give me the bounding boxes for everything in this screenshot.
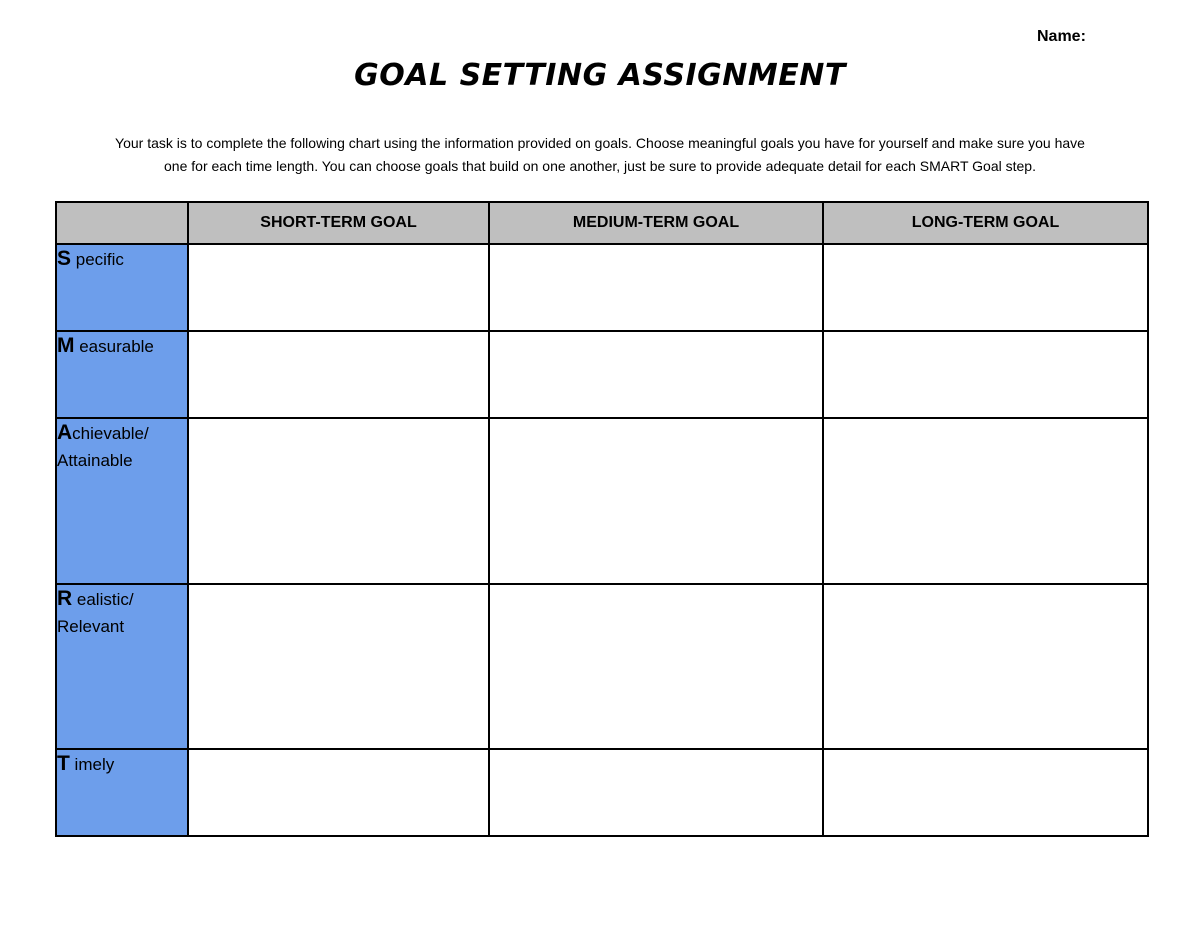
- row-label-specific: [56, 244, 188, 331]
- row-label-realistic: [56, 584, 188, 749]
- row-label-timely: [56, 749, 188, 836]
- row-label-achievable: [56, 418, 188, 583]
- table-row-measurable: [56, 331, 1148, 418]
- row-label-line2: Relevant: [57, 616, 125, 636]
- instructions-line-1: Your task is to complete the following chart using the information provided on goals. Choose meaningful goals you have for yourself and make sure you have: [115, 135, 1085, 151]
- cell-achievable-medium[interactable]: [489, 418, 823, 583]
- name-label: Name:: [1037, 28, 1086, 45]
- row-initial: A: [57, 421, 73, 445]
- instructions: [60, 132, 1140, 178]
- cell-achievable-short[interactable]: [188, 418, 489, 583]
- cell-measurable-medium[interactable]: [489, 331, 823, 418]
- row-initial: M: [57, 334, 75, 358]
- header-corner-cell: [56, 202, 188, 244]
- row-initial: R: [57, 586, 73, 610]
- cell-specific-long[interactable]: [823, 244, 1148, 331]
- row-initial: T: [57, 751, 70, 775]
- cell-timely-short[interactable]: [188, 749, 489, 836]
- row-initial: S: [57, 247, 72, 270]
- row-label-rest: ealistic/: [72, 589, 134, 609]
- cell-realistic-long[interactable]: [823, 584, 1148, 749]
- table-header-row: [56, 202, 1148, 244]
- row-label-rest: easurable: [74, 337, 154, 357]
- row-label-rest: pecific: [71, 250, 124, 269]
- cell-timely-long[interactable]: [823, 749, 1148, 836]
- table-row-realistic: [56, 584, 1148, 749]
- row-label-rest: chievable/: [72, 424, 149, 444]
- cell-realistic-medium[interactable]: [489, 584, 823, 749]
- cell-measurable-long[interactable]: [823, 331, 1148, 418]
- header-medium-term: MEDIUM-TERM GOAL: [489, 202, 823, 244]
- row-label-rest: imely: [69, 754, 115, 774]
- cell-realistic-short[interactable]: [188, 584, 489, 749]
- cell-specific-medium[interactable]: [489, 244, 823, 331]
- row-label-measurable: [56, 331, 188, 418]
- cell-specific-short[interactable]: [188, 244, 489, 331]
- cell-measurable-short[interactable]: [188, 331, 489, 418]
- table-row-specific: [56, 244, 1148, 331]
- smart-goal-table: [55, 201, 1149, 837]
- table-row-achievable: [56, 418, 1148, 583]
- row-label-line2: Attainable: [57, 451, 133, 471]
- page-title: GOAL SETTING ASSIGNMENT: [354, 58, 846, 93]
- header-long-term: LONG-TERM GOAL: [823, 202, 1148, 244]
- cell-timely-medium[interactable]: [489, 749, 823, 836]
- cell-achievable-long[interactable]: [823, 418, 1148, 583]
- header-short-term: SHORT-TERM GOAL: [188, 202, 489, 244]
- instructions-line-2: one for each time length. You can choose goals that build on one another, just be sure to provide adequate detail for each SMART Goal step.: [164, 158, 1036, 174]
- table-row-timely: [56, 749, 1148, 836]
